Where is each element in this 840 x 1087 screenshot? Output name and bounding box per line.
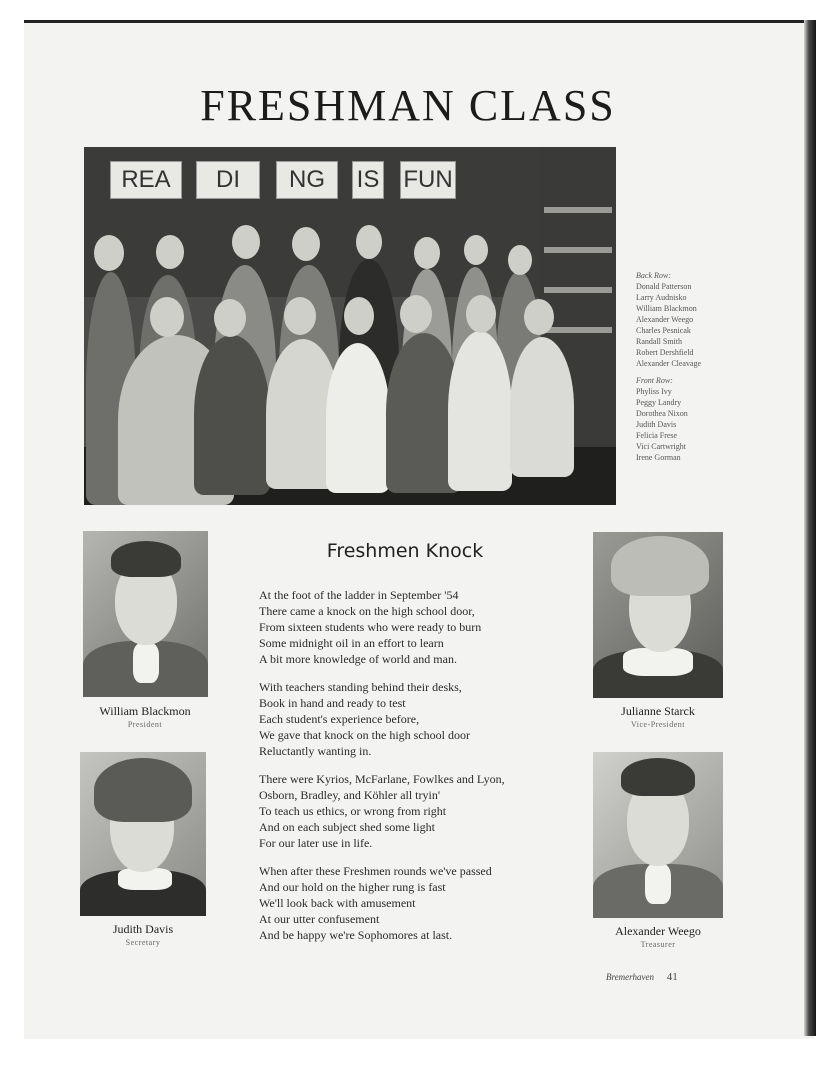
officer-caption <box>60 704 230 729</box>
page-title: FRESHMAN CLASS <box>200 81 616 130</box>
portrait-vice-president <box>593 532 723 698</box>
poem-line: And on each subject shed some light <box>259 820 435 834</box>
poem-line: We'll look back with amusement <box>259 896 416 910</box>
officer-name: William Blackmon <box>99 704 191 718</box>
poem-line: When after these Freshmen rounds we've passed <box>259 864 492 878</box>
banner-card: REA <box>110 161 182 199</box>
poem-title: Freshmen Knock <box>326 540 484 562</box>
portrait-president <box>83 531 208 697</box>
list-item: Vici Cartwright <box>636 442 686 451</box>
list-item: Robert Dershfield <box>636 348 694 357</box>
officer-name: Alexander Weego <box>615 924 701 938</box>
list-item: Felicia Frese <box>636 431 678 440</box>
poem-line: And our hold on the higher rung is fast <box>259 880 446 894</box>
officer-role: President <box>127 720 163 729</box>
poem-line: To teach us ethics, or wrong from right <box>259 804 447 818</box>
poem-line: Osborn, Bradley, and Köhler all tryin' <box>259 788 441 802</box>
poem-line: A bit more knowledge of world and man. <box>259 652 457 666</box>
poem-line: With teachers standing behind their desks, <box>259 680 462 694</box>
group-photo-names <box>636 270 746 463</box>
officer-role: Treasurer <box>640 940 676 949</box>
list-item: Peggy Landry <box>636 398 682 407</box>
list-item: Dorothea Nixon <box>636 409 688 418</box>
page-number: 41 <box>666 971 678 983</box>
front-row-label: Front Row: <box>636 376 673 385</box>
banner-card: IS <box>352 161 384 199</box>
list-item: Alexander Weego <box>636 315 694 324</box>
poem-stanza <box>259 587 559 667</box>
back-row-label: Back Row: <box>636 271 671 280</box>
banner-card: FUN <box>400 161 456 199</box>
poem-stanza <box>259 679 559 759</box>
banner-card: DI <box>196 161 260 199</box>
list-item: Donald Patterson <box>636 282 692 291</box>
poem-line: We gave that knock on the high school door <box>259 728 470 742</box>
poem-line: There came a knock on the high school door, <box>259 604 475 618</box>
list-item: Larry Audnisko <box>636 293 687 302</box>
page-spine <box>804 20 816 1036</box>
list-item: Randall Smith <box>636 337 682 346</box>
officer-caption <box>58 922 228 947</box>
poem-stanza <box>259 771 559 851</box>
poem-line: At the foot of the ladder in September '54 <box>259 588 459 602</box>
page-footer <box>606 971 678 983</box>
poem-line: Some midnight oil in an effort to learn <box>259 636 444 650</box>
poem-line: There were Kyrios, McFarlane, Fowlkes and Lyon, <box>259 772 505 786</box>
list-item: William Blackmon <box>636 304 697 313</box>
group-photo <box>84 147 616 505</box>
poem-line: For our later use in life. <box>259 836 373 850</box>
poem-line: Reluctantly wanting in. <box>259 744 372 758</box>
poem-line: At our utter confusement <box>259 912 380 926</box>
poem-body <box>259 587 559 955</box>
poem-line: From sixteen students who were ready to burn <box>259 620 482 634</box>
officer-caption <box>573 704 743 729</box>
poem-line: Each student's experience before, <box>259 712 420 726</box>
list-item: Charles Pesnicak <box>636 326 691 335</box>
poem-line: Book in hand and ready to test <box>259 696 406 710</box>
officer-name: Julianne Starck <box>621 704 695 718</box>
portrait-secretary <box>80 752 206 916</box>
officer-name: Judith Davis <box>112 922 174 936</box>
officer-role: Secretary <box>125 938 161 947</box>
poem-line: And be happy we're Sophomores at last. <box>259 928 453 942</box>
poem-stanza <box>259 863 559 943</box>
portrait-treasurer <box>593 752 723 918</box>
list-item: Irene Gorman <box>636 453 681 462</box>
list-item: Alexander Cleavage <box>636 359 702 368</box>
list-item: Judith Davis <box>636 420 677 429</box>
list-item: Phyliss Ivy <box>636 387 672 396</box>
book-title: Bremerhaven <box>606 972 654 982</box>
banner-card: NG <box>276 161 338 199</box>
officer-role: Vice-President <box>630 720 686 729</box>
officer-caption <box>573 924 743 949</box>
